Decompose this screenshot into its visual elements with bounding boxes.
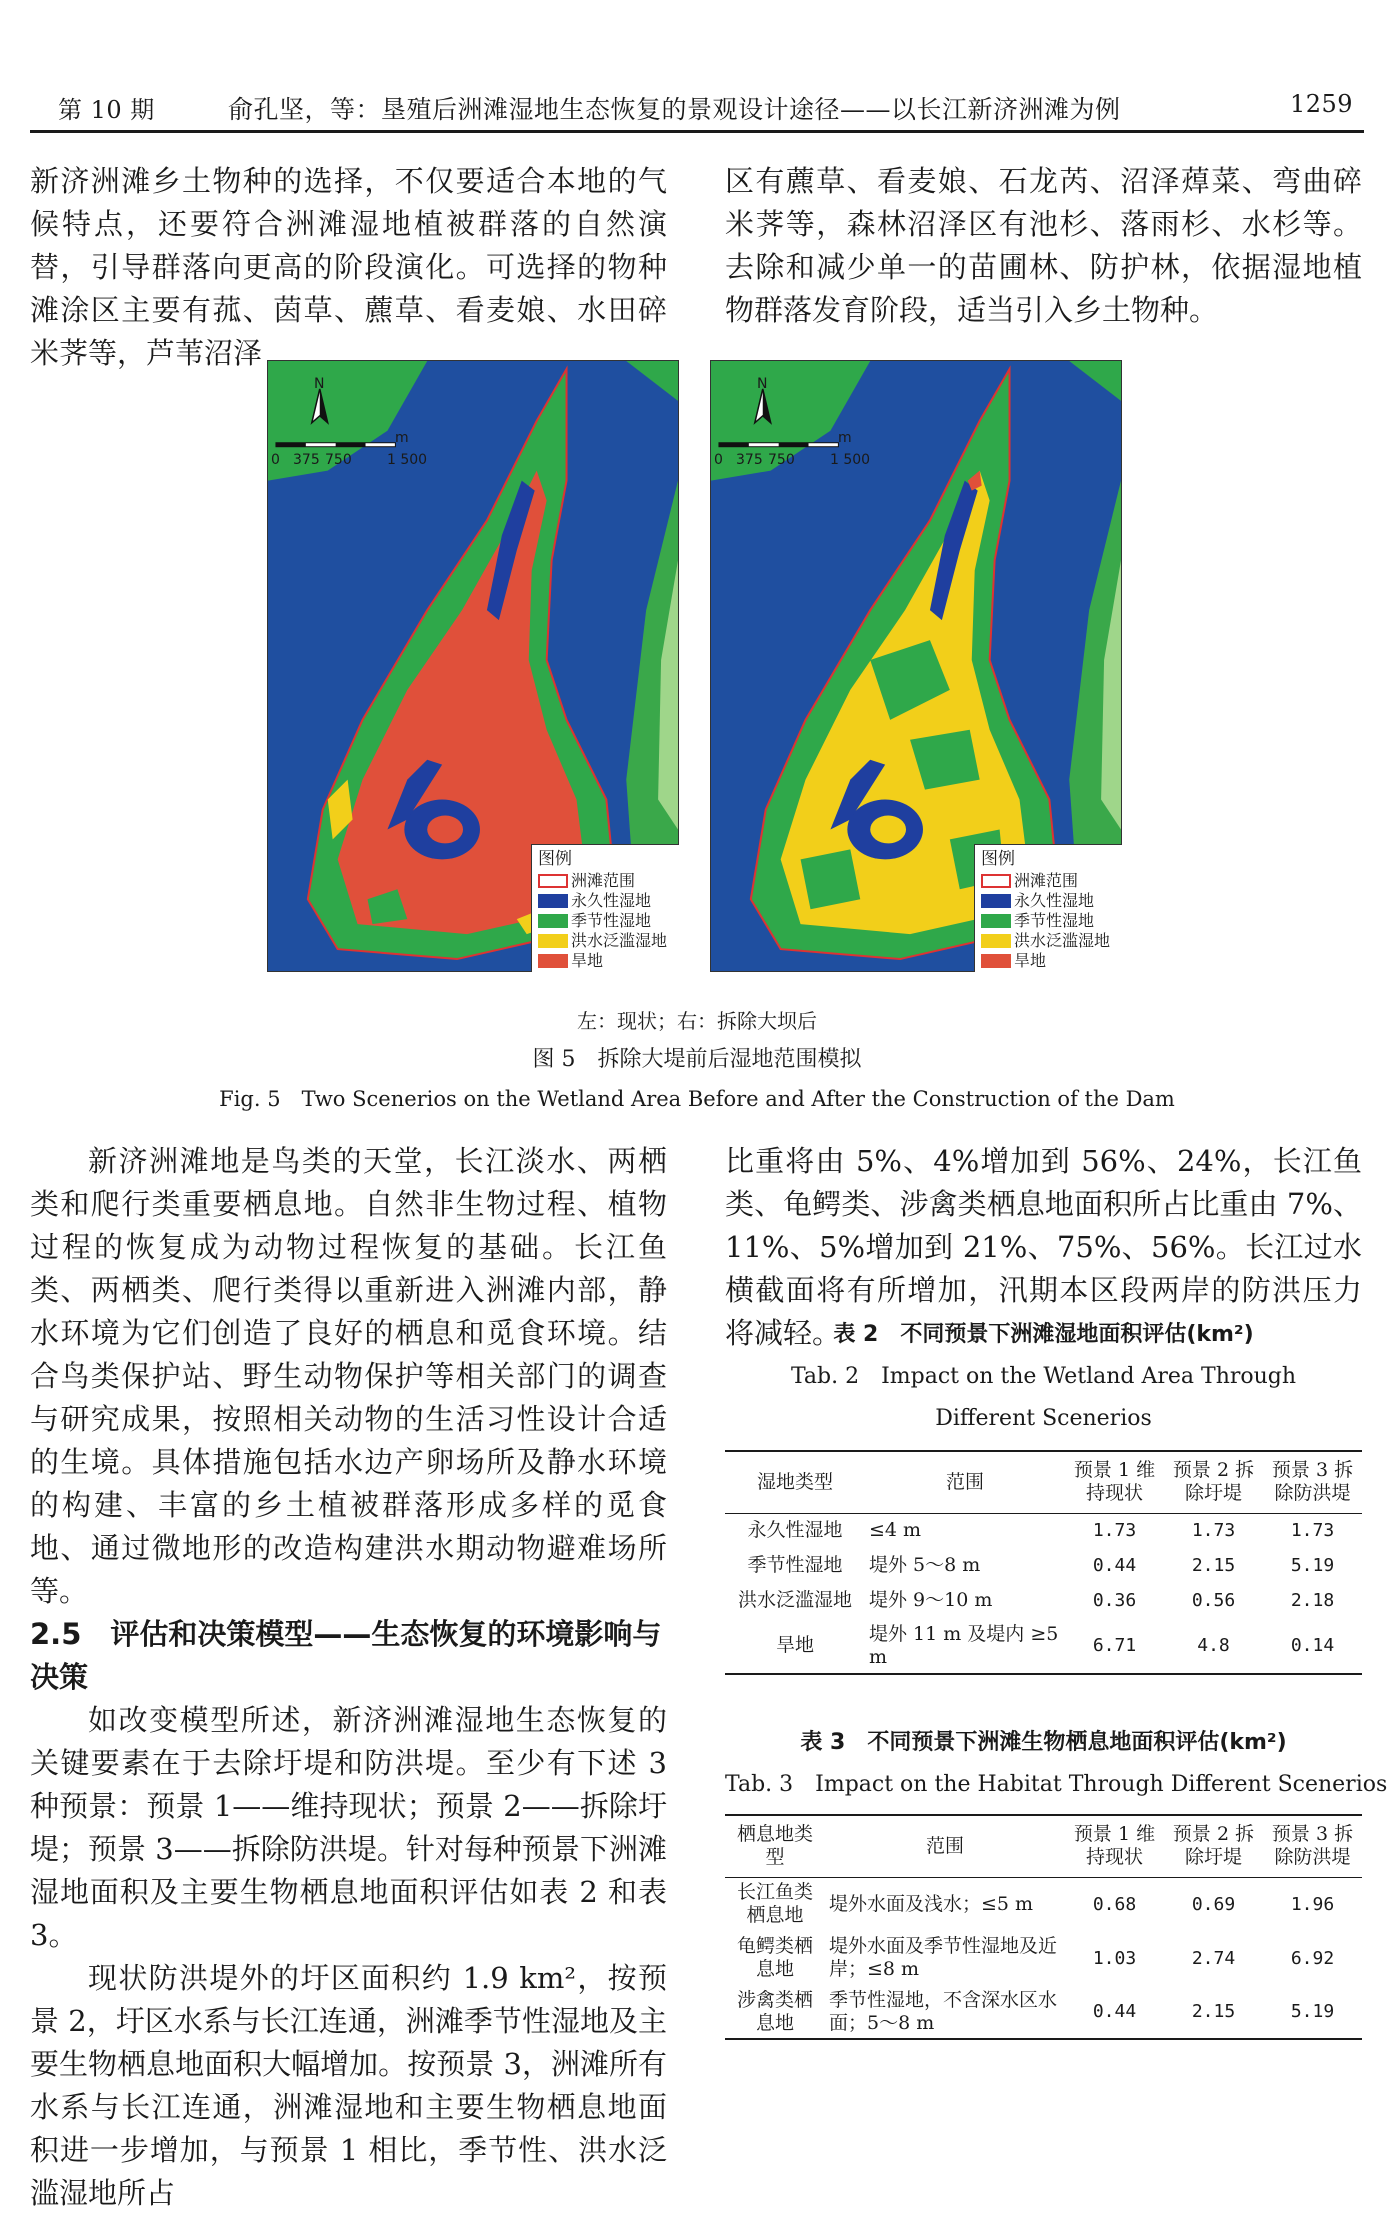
figure-caption-en: Fig. 5 Two Scenerios on the Wetland Area Before and After the Construction of the Dam (219, 1087, 1175, 1111)
table-2-header-s2: 预景 2 拆除圩堤 (1172, 1459, 1255, 1505)
page-number: 1259 (1290, 90, 1354, 118)
scale-label-0-left: 0 (271, 452, 280, 468)
legend-item-seasonal: 季节性湿地 (981, 911, 1118, 931)
map-legend-right (974, 844, 1122, 972)
figure-subcaption: 左：现状；右：拆除大坝后 (577, 1009, 817, 1033)
table-3-header-s1: 预景 1 维持现状 (1073, 1823, 1156, 1869)
legend-title-left: 图例 (538, 849, 572, 869)
scale-label-0-right: 0 (714, 452, 723, 468)
map-left-panel (267, 360, 683, 976)
legend-swatch-boundary (981, 874, 1011, 888)
left-paragraph-2: 如改变模型所述，新济洲滩湿地生态恢复的关键要素在于去除圩堤和防洪堤。至少有下述 3 种预景：预景 1——维持现状；预景 2——拆除圩堤；预景 3——拆除防洪堤。针对每种预景下洲滩湿地面积及主要生物栖息地面积评估如表 2 和表 3。 (30, 1703, 667, 1952)
scale-unit-left: m (395, 430, 409, 446)
header-rule (30, 130, 1364, 133)
table-3-header-s3: 预景 3 拆除防洪堤 (1271, 1823, 1354, 1869)
map-right-panel (710, 360, 1126, 976)
legend-swatch-seasonal (981, 914, 1011, 928)
legend-item-seasonal: 季节性湿地 (538, 911, 675, 931)
legend-item-permanent: 永久性湿地 (981, 891, 1118, 911)
lower-left-column (30, 1140, 667, 2215)
legend-item-dryland: 旱地 (981, 951, 1118, 971)
table-row: 洪水泛滥湿地 堤外 9～10 m 0.36 0.56 2.18 (737, 1589, 1335, 1611)
legend-item-permanent: 永久性湿地 (538, 891, 675, 911)
top-left-paragraph: 新济洲滩乡土物种的选择，不仅要适合本地的气候特点，还要符合洲滩湿地植被群落的自然演替，引导群落向更高的阶段演化。可选择的物种滩涂区主要有菰、茵草、藨草、看麦娘、水田碎米荠等，芦苇沼泽 (30, 164, 667, 370)
table-row: 永久性湿地 ≤4 m 1.73 1.73 1.73 (747, 1519, 1335, 1542)
legend-item-flood: 洪水泛滥湿地 (981, 931, 1118, 951)
table-2-header-row (725, 1451, 1362, 1513)
table-2-header-range: 范围 (945, 1470, 984, 1493)
scale-label-750-left: 750 (325, 452, 352, 468)
table-row: 涉禽类栖息地 季节性湿地，不含深水区水面；5～8 m 0.44 2.15 5.19 (725, 1985, 1362, 2039)
scale-label-1500-right: 1 500 (830, 452, 871, 468)
table-2-title-en-1: Tab. 2 Impact on the Wetland Area Through (790, 1364, 1297, 1389)
scale-label-1500-left: 1 500 (387, 452, 428, 468)
figure-caption-zh: 图 5 拆除大堤前后湿地范围模拟 (532, 1047, 862, 1072)
legend-item-boundary: 洲滩范围 (538, 871, 675, 891)
legend-swatch-boundary (538, 874, 568, 888)
legend-swatch-permanent (538, 894, 568, 908)
table-3 (725, 1814, 1362, 2040)
scale-label-375-left: 375 (293, 452, 320, 468)
table-3-header-s2: 预景 2 拆除圩堤 (1172, 1823, 1255, 1869)
table-3-block (725, 1726, 1388, 2040)
legend-swatch-flood (538, 934, 568, 948)
table-3-header-type: 栖息地类型 (736, 1823, 813, 1869)
section-heading-2-5: 2.5 评估和决策模型——生态恢复的环境影响与决策 (30, 1617, 662, 1694)
table-2-header-type: 湿地类型 (756, 1470, 833, 1493)
table-row: 旱地 堤外 11 m 及堤内 ≥5 m 6.71 4.8 0.14 (725, 1618, 1362, 1674)
table-2-block (725, 1318, 1362, 1675)
map-legend-left (531, 844, 679, 972)
issue-number: 第 10 期 (58, 96, 155, 124)
table-row: 季节性湿地 堤外 5～8 m 0.44 2.15 5.19 (747, 1554, 1335, 1576)
table-2-title-zh: 表 2 不同预景下洲滩湿地面积评估(km²) (833, 1322, 1254, 1347)
figure-captions (0, 1006, 1394, 1116)
top-right-paragraph: 区有藨草、看麦娘、石龙芮、沼泽蔊菜、弯曲碎米荠等，森林沼泽区有池杉、落雨杉、水杉等。去除和减少单一的苗圃林、防护林，依据湿地植物群落发育阶段，适当引入乡土物种。 (725, 164, 1362, 327)
right-paragraph-1: 比重将由 5%、4%增加到 56%、24%，长江鱼类、龟鳄类、涉禽类栖息地面积所占比重由 7%、11%、5%增加到 21%、75%、56%。长江过水横截面将有所增加，汛期本区段两岸的防洪压力将减轻。 (725, 1144, 1362, 1350)
legend-swatch-dryland (538, 954, 568, 968)
table-3-title-zh: 表 3 不同预景下洲滩生物栖息地面积评估(km²) (800, 1730, 1287, 1755)
running-title: 俞孔坚，等：垦殖后洲滩湿地生态恢复的景观设计途径——以长江新济洲滩为例 (228, 95, 1121, 124)
left-paragraph-3: 现状防洪堤外的圩区面积约 1.9 km²，按预景 2，圩区水系与长江连通，洲滩季节性湿地及主要生物栖息地面积大幅增加。按预景 3，洲滩所有水系与长江连通，洲滩湿地和主要生物栖息地面积进一步增加，与预景 1 相比，季节性、洪水泛滥湿地所占 (30, 1961, 667, 2210)
legend-swatch-permanent (981, 894, 1011, 908)
legend-swatch-flood (981, 934, 1011, 948)
top-left-column (30, 160, 667, 375)
legend-item-dryland: 旱地 (538, 951, 675, 971)
legend-title-right: 图例 (981, 849, 1015, 869)
table-3-title-en: Tab. 3 Impact on the Habitat Through Different Scenerios (725, 1772, 1388, 1797)
table-2 (725, 1450, 1362, 1675)
left-paragraph-1: 新济洲滩地是鸟类的天堂，长江淡水、两栖类和爬行类重要栖息地。自然非生物过程、植物过程的恢复成为动物过程恢复的基础。长江鱼类、两栖类、爬行类得以重新进入洲滩内部，静水环境为它们创造了良好的栖息和觅食环境。结合鸟类保护站、野生动物保护等相关部门的调查与研究成果，按照相关动物的生活习性设计合适的生境。具体措施包括水边产卵场所及静水环境的构建、丰富的乡土植被群落形成多样的觅食地、通过微地形的改造构建洪水期动物避难场所等。 (30, 1144, 667, 1608)
table-row: 长江鱼类栖息地 堤外水面及浅水；≤5 m 0.68 0.69 1.96 (736, 1881, 1335, 1927)
top-right-column (725, 160, 1362, 332)
table-2-header-s1: 预景 1 维持现状 (1073, 1459, 1156, 1505)
north-label-left: N (314, 376, 325, 392)
table-2-title-en-2: Different Scenerios (935, 1406, 1152, 1431)
table-3-header-row (725, 1815, 1362, 1877)
scale-label-750-right: 750 (768, 452, 795, 468)
legend-swatch-dryland (981, 954, 1011, 968)
scale-unit-right: m (838, 430, 852, 446)
scale-label-375-right: 375 (736, 452, 763, 468)
table-3-header-range: 范围 (925, 1834, 964, 1857)
north-label-right: N (757, 376, 768, 392)
table-2-header-s3: 预景 3 拆除防洪堤 (1271, 1459, 1354, 1505)
legend-item-flood: 洪水泛滥湿地 (538, 931, 675, 951)
table-row: 龟鳄类栖息地 堤外水面及季节性湿地及近岸；≤8 m 1.03 2.74 6.92 (736, 1935, 1335, 1980)
legend-swatch-seasonal (538, 914, 568, 928)
legend-item-boundary: 洲滩范围 (981, 871, 1118, 891)
